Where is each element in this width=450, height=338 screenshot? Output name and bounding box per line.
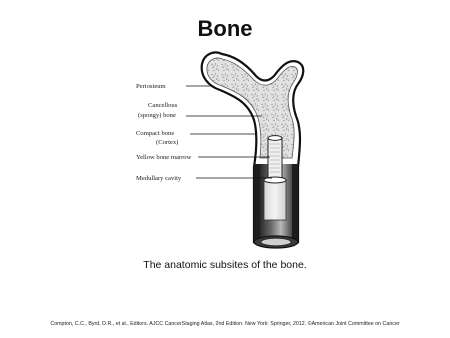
label-yellow-marrow: Yellow bone marrow [136, 154, 192, 161]
label-medullary: Medullary cavity [136, 175, 182, 182]
label-cancellous-2: (spongy) bone [138, 112, 176, 119]
yellow-bone-marrow [268, 136, 282, 180]
cortex-shaft [254, 164, 260, 242]
bone-diagram [130, 42, 340, 257]
citation: Compton, C.C., Byrd, D.R., et al., Editors. AJCC CancerStaging Atlas, 2nd Edition. New York: Springer, 2012. ©American Joint Committee on Cancer [50, 321, 400, 327]
figure-caption: The anatomic subsites of the bone. [143, 259, 307, 271]
label-periosteum: Periosteum [136, 83, 166, 90]
page-title: Bone [197, 16, 253, 41]
label-cancellous-1: Cancellous [148, 102, 178, 109]
label-compact-2: (Cortex) [156, 139, 179, 146]
label-compact-1: Compact bone [136, 130, 175, 137]
medullary-cavity [264, 177, 286, 220]
